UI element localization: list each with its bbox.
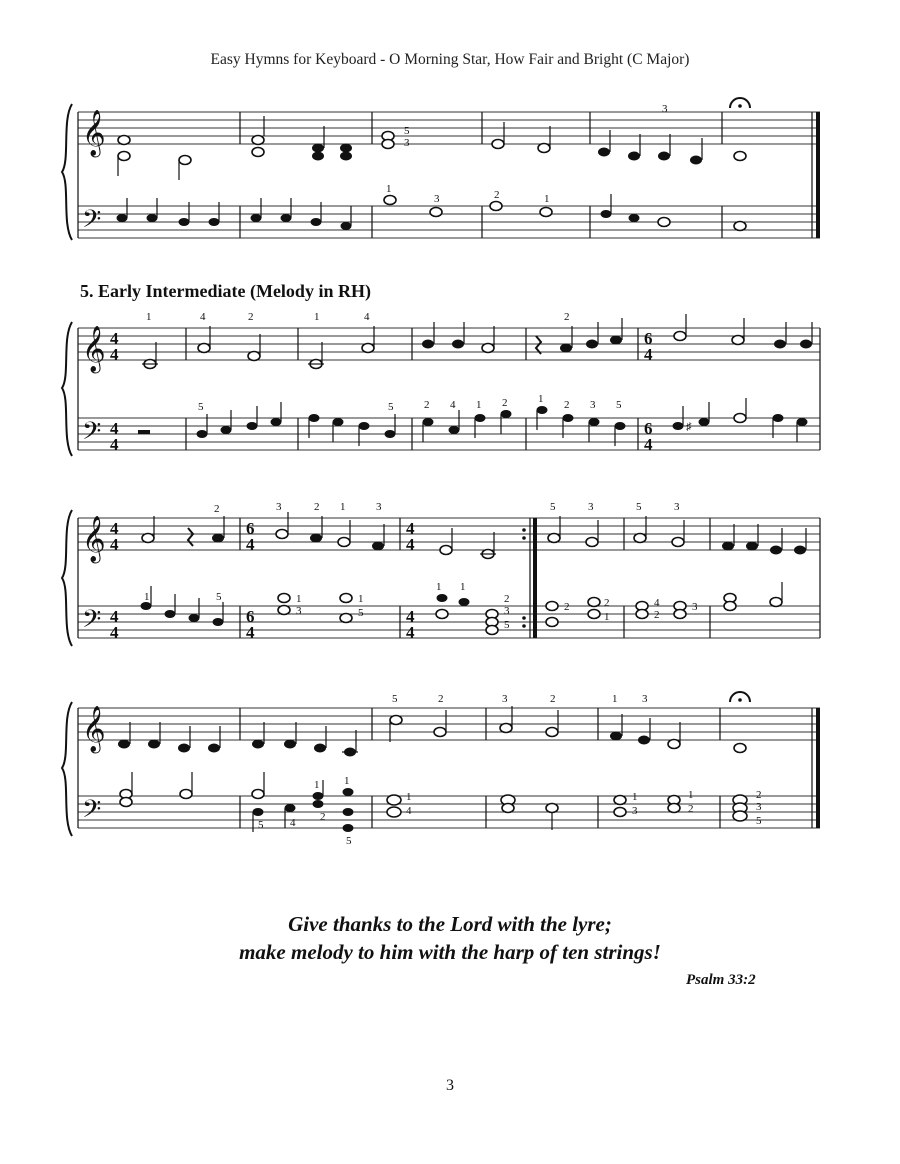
fingering: 2 xyxy=(248,311,254,323)
treble-clef-icon: 𝄞 xyxy=(82,516,106,562)
fingering: 4 xyxy=(290,817,296,829)
svg-text:4: 4 xyxy=(246,535,255,554)
system-2 xyxy=(62,311,820,456)
system-1 xyxy=(62,98,820,240)
fingering: 1 xyxy=(688,789,694,801)
fingering: 1 xyxy=(406,791,412,803)
fingering: 5 xyxy=(392,693,398,705)
system-3 xyxy=(62,501,820,646)
fingering: 3 xyxy=(504,605,510,617)
fingering: 1 xyxy=(296,593,302,605)
fingering: 2 xyxy=(688,803,694,815)
fingering: 3 xyxy=(276,501,282,513)
section-title: 5. Early Intermediate (Melody in RH) xyxy=(80,281,371,301)
fingering: 2 xyxy=(604,597,610,609)
fingering: 3 xyxy=(692,601,698,613)
fingering: 2 xyxy=(654,609,660,621)
quarter-rest-icon xyxy=(188,528,193,546)
fingering: 2 xyxy=(494,189,500,201)
fingering: 4 xyxy=(406,805,412,817)
fingering: 5 xyxy=(504,619,510,631)
fingering: 5 xyxy=(636,501,642,513)
fingering: 2 xyxy=(504,593,510,605)
svg-text:4: 4 xyxy=(644,435,653,454)
fingering: 1 xyxy=(144,591,150,603)
fingering: 1 xyxy=(314,311,320,323)
fingering: 1 xyxy=(612,693,618,705)
bass-clef-icon: 𝄢 xyxy=(82,605,102,640)
time-signature: 4 xyxy=(110,345,119,364)
fingering: 1 xyxy=(358,593,364,605)
svg-text:♯: ♯ xyxy=(686,421,692,433)
fingering: 1 xyxy=(146,311,152,323)
verse-line-2: make melody to him with the harp of ten strings! xyxy=(239,940,661,964)
fingering: 5 xyxy=(198,401,204,413)
fingering: 4 xyxy=(364,311,370,323)
fingering: 3 xyxy=(502,693,508,705)
verse-citation: Psalm 33:2 xyxy=(686,972,756,988)
fingering: 1 xyxy=(460,581,466,593)
fingering: 2 xyxy=(502,397,508,409)
fingering: 4 xyxy=(450,399,456,411)
fingering: 3 xyxy=(296,605,302,617)
svg-text:6: 6 xyxy=(644,329,653,348)
treble-clef-icon: 𝄞 xyxy=(82,706,106,752)
svg-text:4: 4 xyxy=(110,623,119,642)
fingering: 5 xyxy=(216,591,222,603)
fingering: 1 xyxy=(544,193,550,205)
fingering: 3 xyxy=(376,501,382,513)
time-signature: 4 xyxy=(110,435,119,454)
svg-text:4: 4 xyxy=(406,623,415,642)
fingering: 2 xyxy=(438,693,444,705)
quarter-rest-icon xyxy=(536,336,541,354)
fingering: 1 xyxy=(344,775,350,787)
treble-staff xyxy=(78,112,820,144)
svg-text:6: 6 xyxy=(246,607,255,626)
fingering: 1 xyxy=(314,779,320,791)
fingering: 3 xyxy=(434,193,440,205)
page-header: Easy Hymns for Keyboard - O Morning Star, How Fair and Bright (C Major) xyxy=(210,51,690,68)
page-number: 3 xyxy=(446,1077,454,1094)
fingering: 5 xyxy=(346,835,352,847)
fingering: 5 xyxy=(550,501,556,513)
svg-text:4: 4 xyxy=(406,607,415,626)
treble-clef-icon: 𝄞 xyxy=(82,326,106,372)
fingering: 1 xyxy=(538,393,544,405)
fingering: 3 xyxy=(674,501,680,513)
fingering: 2 xyxy=(564,601,570,613)
fingering: 2 xyxy=(320,811,326,823)
half-rest-icon xyxy=(138,430,150,434)
fingering: 1 xyxy=(436,581,442,593)
fingering: 5 xyxy=(388,401,394,413)
fingering: 2 xyxy=(756,789,762,801)
fingering: 2 xyxy=(564,311,570,323)
svg-text:4: 4 xyxy=(406,519,415,538)
treble-clef-icon: 𝄞 xyxy=(82,110,106,156)
fingering: 3 xyxy=(642,693,648,705)
fingering: 3 xyxy=(590,399,596,411)
brace xyxy=(62,104,72,240)
time-signature: 4 xyxy=(110,419,119,438)
svg-text:4: 4 xyxy=(246,623,255,642)
fingering: 4 xyxy=(654,597,660,609)
fingering: 1 xyxy=(604,611,610,623)
fingering: 1 xyxy=(632,791,638,803)
svg-text:4: 4 xyxy=(110,519,119,538)
svg-text:4: 4 xyxy=(110,535,119,554)
svg-text:4: 4 xyxy=(644,345,653,364)
fingering: 5 xyxy=(358,607,364,619)
svg-text:4: 4 xyxy=(406,535,415,554)
fingering: 2 xyxy=(424,399,430,411)
svg-text:6: 6 xyxy=(246,519,255,538)
system-4 xyxy=(62,692,820,847)
fingering: 3 xyxy=(404,137,410,149)
fingering: 2 xyxy=(314,501,320,513)
fingering: 1 xyxy=(340,501,346,513)
fingering: 4 xyxy=(200,311,206,323)
bass-clef-icon: 𝄢 xyxy=(82,205,102,240)
fingering: 5 xyxy=(404,125,410,137)
fingering: 2 xyxy=(214,503,220,515)
fingering: 5 xyxy=(258,819,264,831)
time-signature: 4 xyxy=(110,329,119,348)
fingering: 3 xyxy=(662,103,668,115)
fingering: 1 xyxy=(386,183,392,195)
fingering: 3 xyxy=(632,805,638,817)
svg-text:4: 4 xyxy=(110,607,119,626)
svg-text:6: 6 xyxy=(644,419,653,438)
verse-line-1: Give thanks to the Lord with the lyre; xyxy=(288,912,612,936)
bass-clef-icon: 𝄢 xyxy=(82,417,102,452)
fingering: 3 xyxy=(756,801,762,813)
fingering: 3 xyxy=(588,501,594,513)
fingering: 5 xyxy=(756,815,762,827)
bass-clef-icon: 𝄢 xyxy=(82,795,102,830)
fingering: 1 xyxy=(476,399,482,411)
fingering: 2 xyxy=(564,399,570,411)
fingering: 5 xyxy=(616,399,622,411)
fingering: 2 xyxy=(550,693,556,705)
